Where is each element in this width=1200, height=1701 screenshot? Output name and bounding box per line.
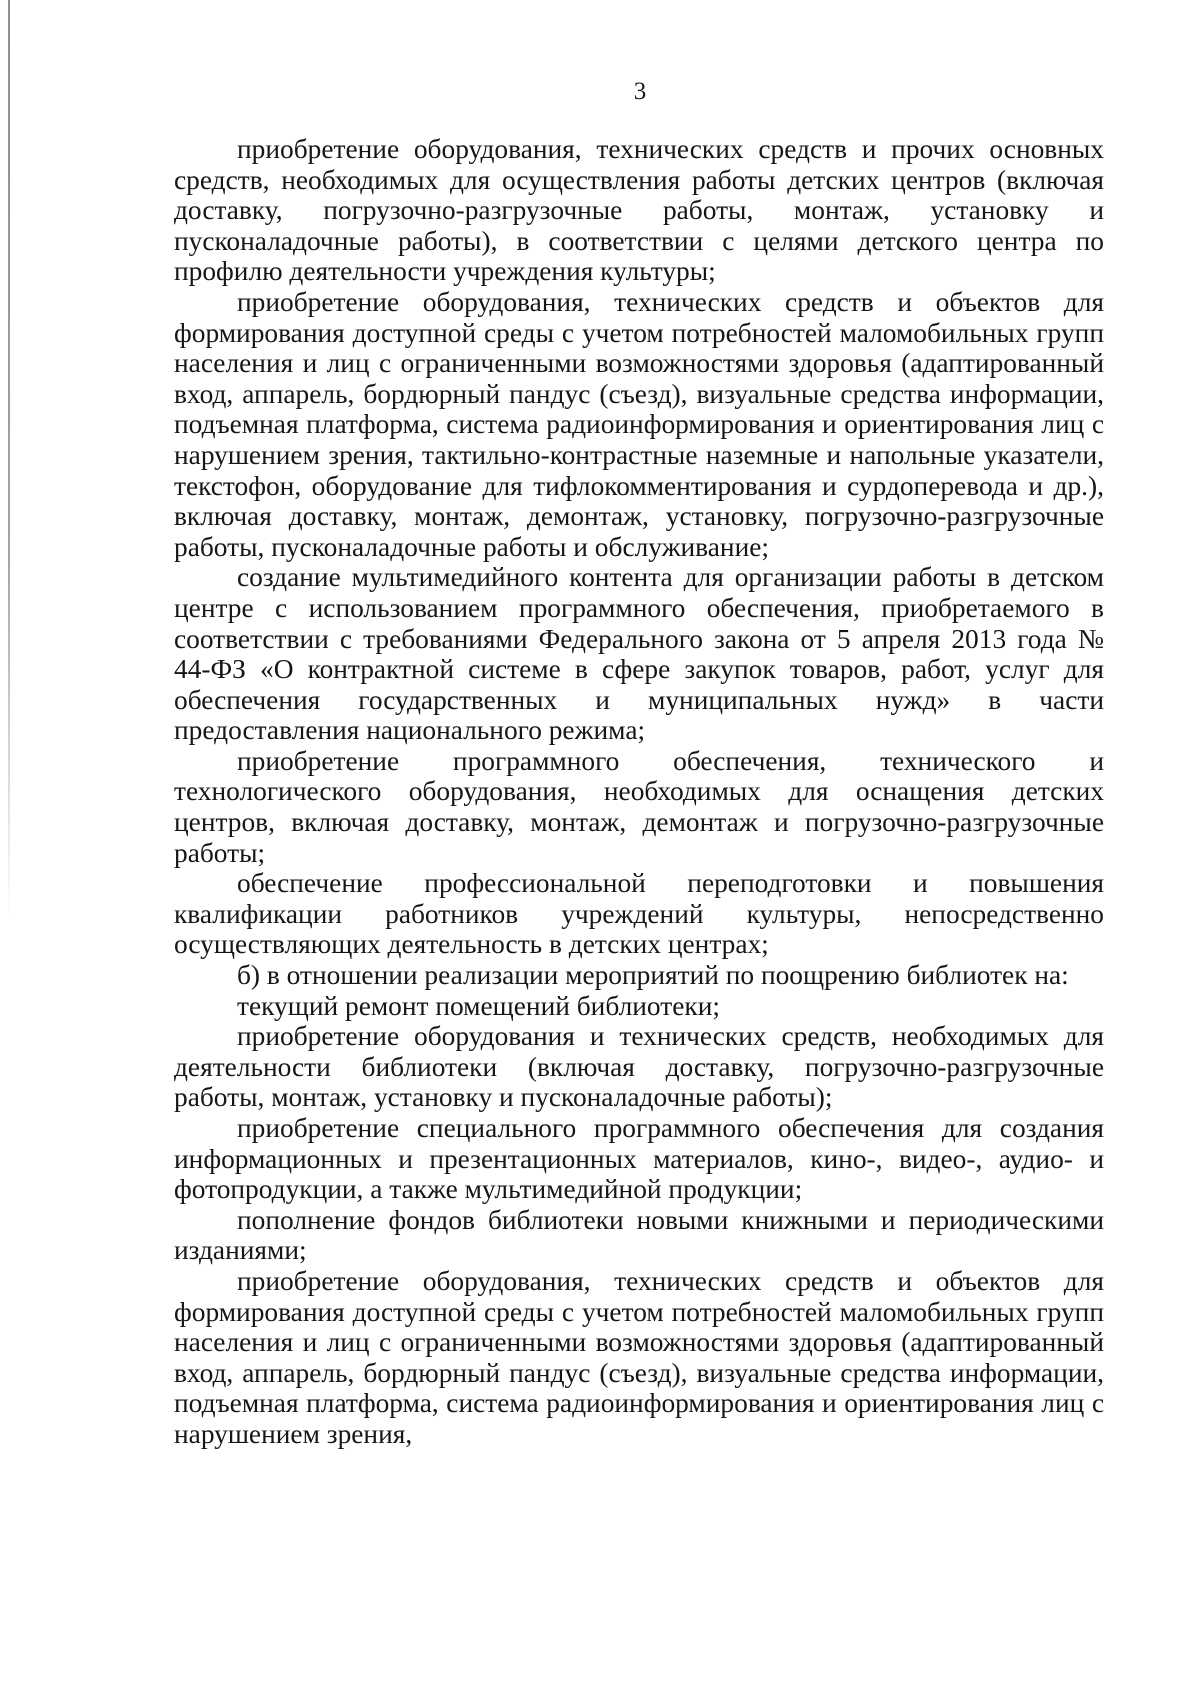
paragraph-library-accessible-environment: приобретение оборудования, технических средств и объектов для формирования доступной среды с учетом потребностей маломобильных групп населения и лиц с ограниченными возможностями здоровья (адаптированный вход, аппарель, бордюрный пандус (съезд), визуальные средства информации, подъемная платформа, система радиоинформирования и ориентирования лиц с нарушением зрения, [174, 1265, 1104, 1449]
paragraph-staff-training: обеспечение профессиональной переподготовки и повышения квалификации работников учреждений культуры, непосредственно осуществляющих деятельность в детских центрах; [174, 868, 1104, 960]
scan-edge-line [8, 0, 10, 920]
paragraph-accessible-environment-centers: приобретение оборудования, технических средств и объектов для формирования доступной среды с учетом потребностей маломобильных групп населения и лиц с ограниченными возможностями здоровья (адаптированный вход, аппарель, бордюрный пандус (съезд), визуальные средства информации, подъемная платформа, система радиоинформирования и ориентирования лиц с нарушением зрения, тактильно-контрастные наземные и напольные указатели, текстофон, оборудование для тифлокомментирования и сурдоперевода и др.), включая доставку, монтаж, демонтаж, установку, погрузочно-разгрузочные работы, пусконаладочные работы и обслуживание; [174, 286, 1104, 562]
paragraph-library-software: приобретение специального программного обеспечения для создания информационных и презентационных материалов, кино-, видео-, аудио- и фотопродукции, а также мультимедийной продукции; [174, 1113, 1104, 1205]
document-body [174, 134, 1104, 1450]
paragraph-libraries-intro: б) в отношении реализации мероприятий по поощрению библиотек на: [237, 960, 1069, 991]
paragraph-library-collections: пополнение фондов библиотеки новыми книжными и периодическими изданиями; [174, 1204, 1104, 1266]
paragraph-library-repair: текущий ремонт помещений библиотеки; [237, 990, 720, 1021]
paragraph-library-equipment: приобретение оборудования и технических средств, необходимых для деятельности библиотеки (включая доставку, погрузочно-разгрузочные работы, монтаж, установку и пусконаладочные работы); [174, 1021, 1104, 1113]
paragraph-software-equipment: приобретение программного обеспечения, технического и технологического оборудования, необходимых для оснащения детских центров, включая доставку, монтаж, демонтаж и погрузочно-разгрузочные работы; [174, 745, 1104, 868]
page-number: 3 [633, 78, 647, 105]
paragraph-equipment-children-centers: приобретение оборудования, технических средств и прочих основных средств, необходимых для осуществления работы детских центров (включая доставку, погрузочно-разгрузочные работы, монтаж, установку и пусконаладочные работы), в соответствии с целями детского центра по профилю деятельности учреждения культуры; [174, 134, 1104, 287]
paragraph-multimedia-content: создание мультимедийного контента для организации работы в детском центре с использованием программного обеспечения, приобретаемого в соответствии с требованиями Федерального закона от 5 апреля 2013 года № 44-ФЗ «О контрактной системе в сфере закупок товаров, работ, услуг для обеспечения государственных и муниципальных нужд» в части предоставления национального режима; [174, 562, 1104, 746]
